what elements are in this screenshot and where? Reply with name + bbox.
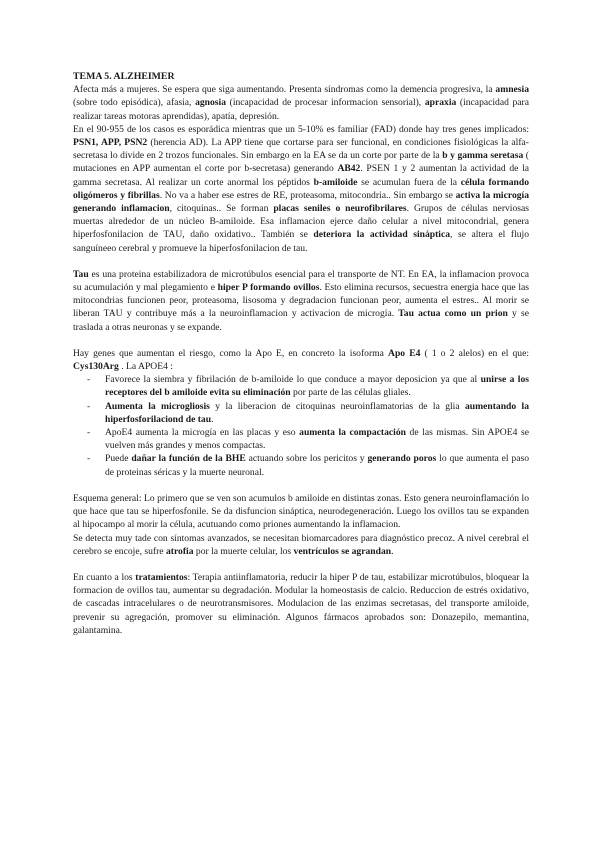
bold-run: b y gamma seretasa <box>442 150 524 162</box>
bold-run: célula formando oligómeros y fibrillas <box>73 176 529 201</box>
bullet-text <box>105 401 529 425</box>
bold-run: Aumenta la microgliosis <box>105 400 210 412</box>
text-run: Afecta más a mujeres. Se espera que siga aumentando. Presenta síndromas como la demencia progresiva, la <box>73 84 496 96</box>
text-run: Hay genes que aumentan el riesgo, como la Apo E, en concreto la isoforma <box>73 347 389 359</box>
text-run: Se detecta muy tade con síntomas avanzados, se necesitan biomarcadores para diagnóstico precoz. A nivel cerebral el cerebro se encoje, sufre <box>73 532 529 557</box>
paragraph-spacer <box>73 479 529 492</box>
bold-run: b-amiloide <box>313 176 358 188</box>
bullet-dash: - <box>87 374 91 386</box>
bold-run: deteriora la actividad sináptica <box>313 229 451 241</box>
paragraph-spacer <box>73 334 529 347</box>
paragraph-esquema <box>73 492 529 532</box>
bold-run: PSN1, APP, PSN2 <box>73 137 148 149</box>
text-run: y la liberacion de citoquinas neuroinflamatorias de la glia <box>209 400 465 412</box>
page-title: TEMA 5. ALZHEIMER <box>73 71 175 82</box>
paragraph-spacer <box>73 255 529 268</box>
bold-run: dañar la función de la BHE <box>131 453 246 465</box>
apoe4-bullet-list <box>73 373 529 479</box>
paragraph-genes <box>73 347 529 373</box>
bullet-text <box>105 453 529 477</box>
text-run: lo que aumenta el paso de proteinas séricas y la muerte neuronal. <box>105 453 530 478</box>
bullet-dash: - <box>87 400 91 412</box>
bold-run: generando poros <box>367 453 437 465</box>
bold-run: Cys130Arg <box>73 361 119 373</box>
text-run: (herencia AD). La APP tiene que cortarse para ser funcional, en condiciones fisiológicas la alfa-secretasa lo divide en 2 trozos funcionales. Sin embargo en la EA se da un corte por parte de la <box>73 137 529 162</box>
text-run: En cuanto a los <box>73 571 136 583</box>
text-run: por la muerte celular, los <box>193 545 294 557</box>
bold-run: apraxia <box>424 97 457 109</box>
bold-run: aumentando la hiperfosforilaciond de tau <box>105 400 529 425</box>
text-run: actuando sobre los pericitos y <box>245 453 368 465</box>
bold-run: atrofia <box>165 545 194 557</box>
text-run: Favorece la siembra y fibrilación de b-amiloide lo que conduce a mayor deposicion ya que al <box>105 374 481 386</box>
text-run: de las mismas. Sin APOE4 se vuelven más grandes y menos compactas. <box>105 427 529 452</box>
bold-run: unirse a los receptores del b amiloide evita su eliminación <box>105 374 529 399</box>
bold-run: agnosia <box>195 97 227 109</box>
text-run: y se traslada a otras neuronas y se expande. <box>73 308 529 333</box>
text-run: , citoquinas.. Se forman <box>169 203 274 215</box>
bold-run: AB42 <box>337 163 361 175</box>
bullet-item <box>73 400 529 426</box>
text-run: (sobre todo episódica), afasia, <box>73 97 196 109</box>
bold-run: aumenta la compactación <box>299 427 406 439</box>
text-run: Puede <box>105 453 132 465</box>
paragraph-tratamientos <box>73 571 529 637</box>
bullet-text <box>105 427 529 451</box>
bold-run: activa la microgía generando inflamacion <box>73 189 529 215</box>
bold-run: hiper P formando ovillos <box>217 282 320 294</box>
bold-run: tratamientos <box>135 571 188 583</box>
text-run: (incapacidad de procesar informacion sensorial), <box>226 97 425 109</box>
text-run: En el 90-955 de los casos es esporádica mientras que un 5-10% es familiar (FAD) donde hay tres genes implicados: <box>73 123 529 135</box>
paragraph-intro <box>73 83 529 123</box>
bold-run: Tau <box>73 268 89 280</box>
text-run: ( 1 o 2 alelos) en el que: <box>420 347 530 359</box>
text-run: . Grupos de células nerviosas muertas alrededor de un núcleo B-amiloide. Esa inflamacion ejerce daño celular a nivel mitocondrial, genera hiperfosfonilacion de TAU, daño oxidativo.. También se <box>73 203 529 241</box>
text-run: es una proteina estabilizadora de microtúbulos esencial para el transporte de NT. En EA, la inflamacion provoca su acumulación y mal plegamiento e <box>73 268 529 294</box>
bold-run: ventrículos se agrandan <box>293 545 392 557</box>
text-run: por parte de las células gliales. <box>290 387 411 399</box>
text-run: . <box>211 413 214 425</box>
bullet-item <box>73 373 529 399</box>
bullet-item <box>73 452 529 478</box>
bold-run: amnesia <box>495 84 529 96</box>
text-run: (incapacidad para realizar tareas motoras aprendidas), apatía, depresión. <box>73 97 530 122</box>
bullet-dash: - <box>87 427 91 439</box>
bold-run: Apo E4 <box>388 347 421 359</box>
text-run: , se altera el flujo sanguíneeo cerebral y promueve la hiperfosfonilacion de tau. <box>73 229 530 254</box>
paragraph-tau <box>73 268 529 334</box>
text-run: : Terapia antiinflamatoria, reducir la hiper P de tau, estabilizar microtúbulos, bloquear la formacion de ovillos tau, aumentar su degradación. Modular la homeostasis de calcio. Reduccion de estrés oxidativo, de cascadas intracelulares o de neurotransmisores. Modulacion de las enzimas secretasas, del transporte amiloide, prevenir su agregación, promover su eliminación. Algunos fármacos aprobados son: Donazepilo, memantina, galantamina. <box>73 571 530 636</box>
paragraph-fad <box>73 123 529 255</box>
text-run: . No va a haber ese estres de RE, proteasoma, mitocondria.. Sin embargo se <box>159 189 456 201</box>
text-run: ApoE4 aumenta la microgía en las placas y eso <box>105 427 300 439</box>
paragraph-deteccion <box>73 532 529 558</box>
text-run: . PSEN 1 y 2 aumentan la actividad de la gamma secretasa. Al realizar un corte anormal los péptidos <box>73 163 529 188</box>
text-run: se acumulan fuera de la <box>357 176 461 188</box>
text-run: Esquema general: Lo primero que se ven son acumulos b amiloide en distintas zonas. Esto genera neuroinflamación lo que hace que tau se hiperfosfonile. Se da disfuncion sináptica, neurodegeneración. Luego los ovillos tau se expanden al hipocampo al morir la célula, acutuando como priones aumentando la inflamacion. <box>73 492 529 531</box>
bullet-item <box>73 426 529 452</box>
text-run: . La APOE4 : <box>118 361 173 373</box>
document-body <box>73 70 529 637</box>
text-run: ( mutaciones en APP aumentan el corte por b-secretasa) generando <box>73 150 529 175</box>
paragraph-spacer <box>73 558 529 571</box>
text-run: . Esto elimina recursos, secuestra energia hace que las mitocondrias funcionen peor, proteasoma, lisosoma y degradacion funcionan peor, aumenta el estres.. Al morir se liberan TAU y contribuye más a la neuroinflamacion y activacion de microgía. <box>73 282 529 320</box>
bullet-dash: - <box>87 453 91 465</box>
bold-run: placas seniles o neurofibrilares <box>273 203 407 215</box>
bullet-text <box>105 374 529 398</box>
bold-run: Tau actua como un prion <box>398 308 508 320</box>
text-run: . <box>391 545 394 557</box>
